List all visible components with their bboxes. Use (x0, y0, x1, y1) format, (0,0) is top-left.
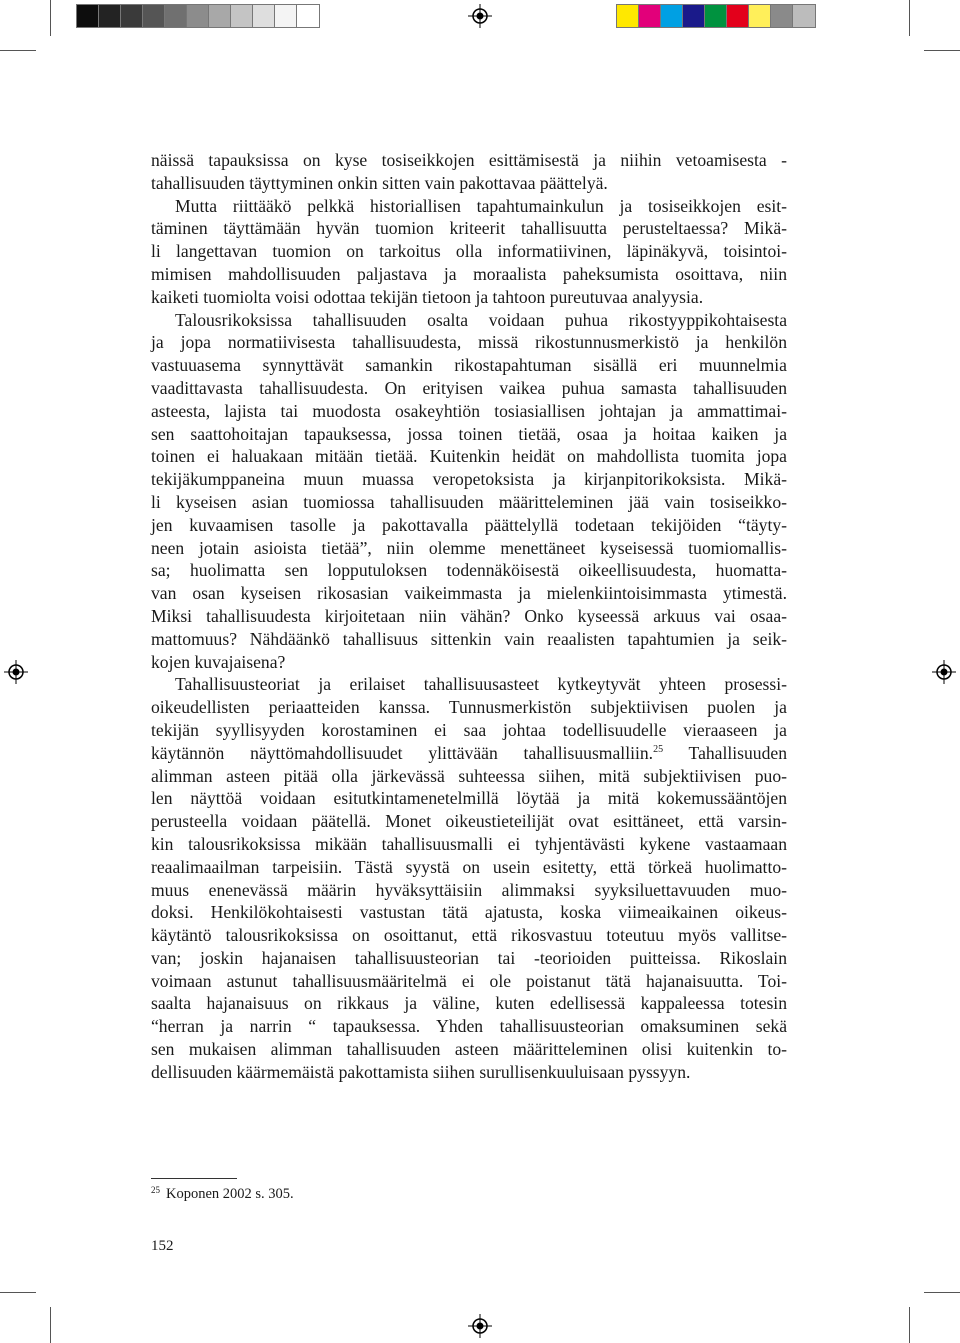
crop-mark (50, 1307, 51, 1343)
color-swatch (187, 5, 209, 27)
text-line: näissä tapauksissa on kyse tosiseikkojen esittämisestä ja niihin vetoamisesta - (151, 150, 787, 170)
color-swatch (275, 5, 297, 27)
registration-mark-icon (932, 660, 956, 684)
text-line: neen jotain asioista tietää”, niin olemme menettäneet kyseisessä tuomiomallis- (151, 537, 787, 558)
text-line: jen kuvaamisen tasolle ja pakottavalla päättelyllä todetaan tekijöiden “täyty- (151, 514, 787, 535)
footnote-text: Koponen 2002 s. 305. (166, 1186, 294, 1202)
text-line: tekijän syyllisyyden korostaminen ei saa johtaa todellisuudelle vieraaseen ja (151, 719, 787, 740)
crop-mark (909, 1307, 910, 1343)
color-swatch (705, 5, 727, 27)
text-line: tahallisuuden täyttyminen onkin sitten vain pakottavaa päättelyä. (151, 172, 608, 193)
color-swatch (231, 5, 253, 27)
crop-mark (50, 0, 51, 36)
color-swatch (165, 5, 187, 27)
text-line: täminen täyttämään hyvän tuomion kriteerit tahallisuutta perusteltaessa? Mikä- (151, 218, 787, 239)
text-line: Mutta riittääkö pelkkä historiallisen tapahtumainkulun ja tosiseikkojen esit- (175, 195, 787, 216)
color-swatch (209, 5, 231, 27)
crop-mark (0, 1292, 36, 1293)
text-segment: käytännön näyttömahdollisuudet ylittävään tahallisuusmalliin. (151, 742, 654, 763)
crop-mark (924, 1292, 960, 1293)
registration-mark-icon (4, 660, 28, 684)
text-line: vaadittavasta tahallisuudesta. On erityisen vaikea puhua samasta tahallisuuden (151, 377, 787, 398)
text-line: muus enenevässä määrin hyväksyttäisiin alimmaksi syyksiluettavuuden muo- (151, 879, 787, 900)
text-line: tekijäkumppaneina muun muassa veropetoksista ja kirjanpitorikoksista. Mikä- (151, 469, 787, 490)
registration-mark-icon (468, 1314, 492, 1338)
process-color-bar (616, 4, 816, 28)
footnote-reference[interactable]: 25 (653, 743, 664, 755)
color-swatch (253, 5, 275, 27)
color-swatch (661, 5, 683, 27)
text-line: käytäntö talousrikoksissa on osoittanut, että rikosvastuu toteutuu myös vallitse- (151, 925, 787, 946)
text-line: ja jopa normatiivisesta tahallisuudesta, missä rikostunnusmerkistö ja henkilön (151, 332, 787, 353)
text-line: van osan kyseisen rikosasian vaikeimmasta ja mielenkiintoisimmasta ytimestä. (151, 583, 787, 604)
color-swatch (297, 5, 319, 27)
text-line: reaalimaailman tarpeisiin. Tästä syystä on usein esitetty, että törkeä huolimatto- (151, 856, 787, 877)
text-line: sa; huolimatta sen lopputuloksen todennäköisestä oikeellisuudesta, huomatta- (151, 560, 787, 581)
footnote-number: 25 (151, 1185, 160, 1195)
text-line: Tahallisuusteoriat ja erilaiset tahallisuusasteet kytkeytyvät yhteen prosessi- (175, 674, 787, 695)
text-line: oikeudellisten periaatteiden kanssa. Tunnusmerkistön subjektiivisen puolen ja (151, 697, 787, 718)
text-line: kojen kuvajaisena? (151, 651, 286, 672)
text-line: Talousrikoksissa tahallisuuden osalta voidaan puhua rikostyyppikohtaisesta (175, 309, 787, 330)
text-line: toinen ei haluakaan mitään tietää. Kuitenkin heidät on mahdollista tuomita jopa (151, 446, 787, 467)
text-line: mattomuus? Nähdäänkö tahallisuus sittenkin vain reaalisten tapahtumien ja seik- (151, 628, 787, 649)
color-swatch (771, 5, 793, 27)
color-swatch (77, 5, 99, 27)
color-swatch (793, 5, 815, 27)
text-line: vastuuasema synnyttävät samankin rikostapahtuman sisällä eri muunnelmia (151, 355, 787, 376)
crop-mark (909, 0, 910, 36)
color-swatch (99, 5, 121, 27)
text-line: asteesta, lajista tai muodosta osakeyhtiön tosiasiallisen johtajan ja ammattimai- (151, 400, 787, 421)
text-line: sen saattohoitajan tapauksessa, jossa toinen tietää, osaa ja hoitaa kaiken ja (151, 423, 787, 444)
body-text (151, 149, 787, 1084)
text-line: saalta hajanaisuus on rikkaus ja väline, kuten edellisessä kappaleessa totesin (151, 993, 787, 1014)
text-line: sen mukaisen alimman tahallisuuden asteen määritteleminen olisi kuitenkin to- (151, 1039, 787, 1060)
text-line: len näyttöä voidaan esitutkintamenetelmillä löytää ja mitä kokemussääntöjen (151, 788, 787, 809)
text-line: li langettavan tuomion on tarkoitus olla informatiivinen, läpinäkyvä, toisintoi- (151, 241, 787, 262)
text-segment: Tahallisuuden (663, 742, 787, 763)
color-swatch (727, 5, 749, 27)
crop-mark (0, 50, 36, 51)
footnote-separator (151, 1178, 237, 1179)
color-swatch (683, 5, 705, 27)
text-line: kin talousrikoksissa mikään tahallisuusmalli ei tyhjentävästi kykene vastaamaan (151, 833, 787, 854)
color-swatch (121, 5, 143, 27)
color-swatch (143, 5, 165, 27)
color-swatch (749, 5, 771, 27)
text-line: dellisuuden käärmemäistä pakottamista siihen surullisenkuuluisaan pyssyyn. (151, 1061, 691, 1082)
registration-mark-icon (468, 4, 492, 28)
text-line: kaiketi tuomiolta voisi odottaa tekijän tietoon ja tahtoon pureutuvaa analyysia. (151, 286, 704, 307)
footnote (151, 1185, 294, 1203)
text-line-with-footnote (151, 742, 787, 765)
text-line: mimisen mahdollisuuden paljastava ja moraalista paheksumista osoittava, niin (151, 263, 787, 284)
grayscale-color-bar (76, 4, 320, 28)
text-line: perusteella voidaan päätellä. Monet oikeustieteilijät ovat esittäneet, että varsin- (151, 811, 787, 832)
text-line: van; joskin hajanaisen tahallisuusteorian tai -teorioiden puitteissa. Rikoslain (151, 947, 787, 968)
text-line: Miksi tahallisuudesta kirjoitetaan niin vähän? Onko kyseessä arkuus vai osaa- (151, 605, 787, 626)
text-line: “herran ja narrin “ tapauksessa. Yhden tahallisuusteorian omaksuminen sekä (151, 1016, 787, 1037)
text-line: voimaan astunut tahallisuusmääritelmä ei ole poistanut tätä hajanaisuutta. Toi- (151, 970, 787, 991)
color-swatch (617, 5, 639, 27)
text-line: alimman asteen pitää olla järkevässä suhteessa siihen, mitä subjektiivisen puo- (151, 765, 787, 786)
text-line: doksi. Henkilökohtaisesti vastustan tätä ajatusta, koska viimeaikainen oikeus- (151, 902, 787, 923)
color-swatch (639, 5, 661, 27)
text-line: li kyseisen asian tuomiossa tahallisuuden määritteleminen jää vain tosiseikko- (151, 491, 787, 512)
crop-mark (924, 50, 960, 51)
page-number: 152 (151, 1238, 174, 1254)
